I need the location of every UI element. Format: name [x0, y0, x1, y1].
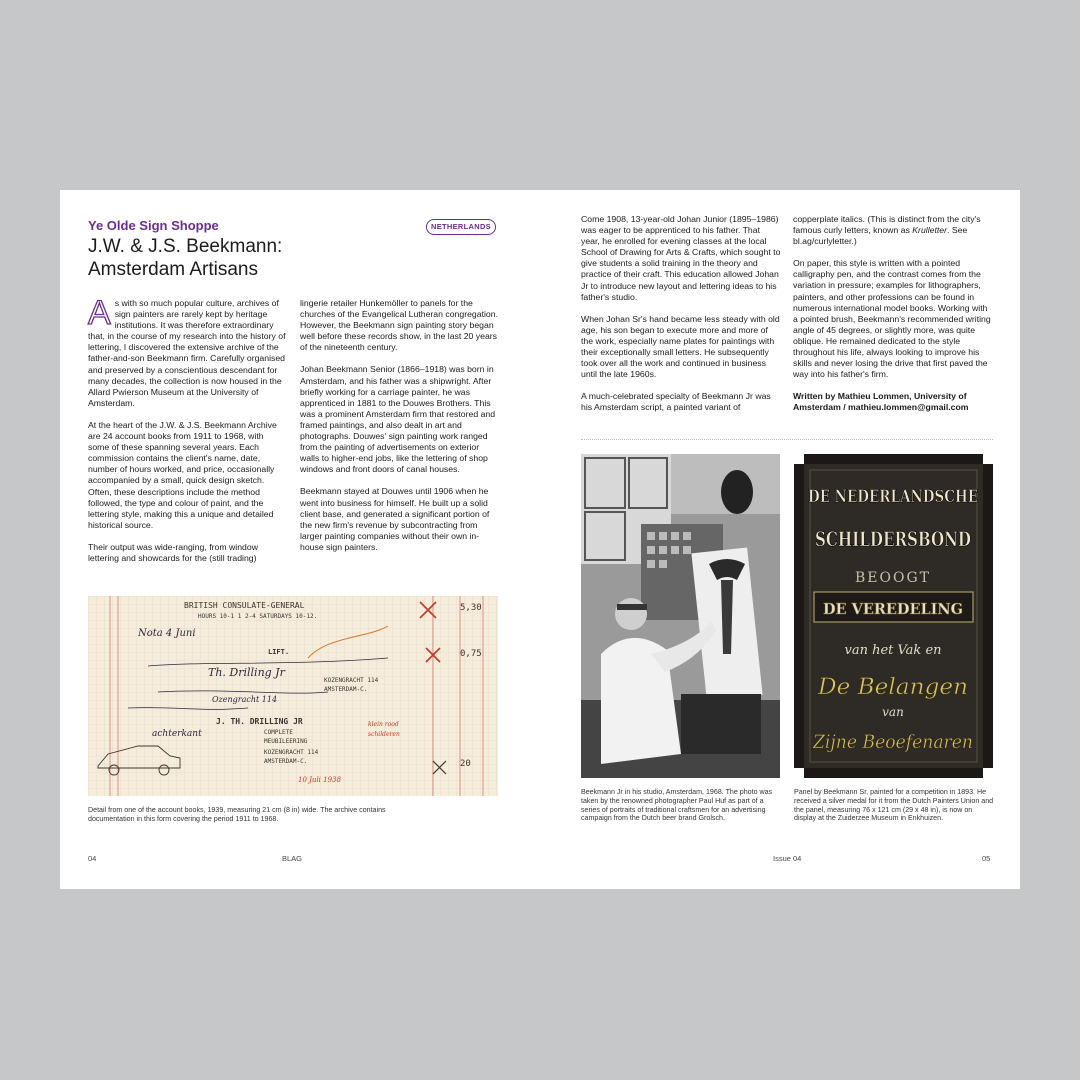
- column-1: [88, 294, 286, 575]
- svg-text:schilderen: schilderen: [368, 731, 400, 738]
- panel-line-6: De Belangen: [816, 675, 968, 700]
- ledger-meubilering: MEUBILEERING: [264, 738, 308, 745]
- ledger-script-2: Th. Drilling Jr: [208, 666, 285, 679]
- ledger-illustration: [88, 596, 498, 796]
- article-title: [88, 235, 282, 281]
- ledger-kozen: KOZENGRACHT 114: [324, 677, 379, 684]
- panel-line-2: SCHILDERSBOND: [815, 527, 971, 551]
- paragraph: Come 1908, 13-year-old Johan Junior (1895–1986) was eager to be apprenticed to his father. That year, he enrolled for evening classes at the local School of Drawing for Arts & Crafts, which sought to give students a solid training in the theory and practice of their craft. This education allowed Johan Jr to introduce new layout and lettering ideas to his father's studio.: [581, 214, 781, 302]
- panel-line-3: BEOOGT: [855, 570, 931, 586]
- drop-cap: A: [88, 294, 111, 332]
- ledger-hours: HOURS 10-1 1 2-4 SATURDAYS 10-12.: [198, 613, 318, 620]
- column-3: [581, 214, 781, 425]
- paragraph: At the heart of the J.W. & J.S. Beekmann Archive are 24 account books from 1911 to 1968, with some of these spanning several years. Each commission contains the client's name, date, number of hours worked, and price, occasionally accompanied by a small, quick design sketch. Often, these descriptions include the method followed, the type and colour of paint, and the lettering style, making this a unique and detailed historical source.: [88, 419, 277, 530]
- paragraph: On paper, this style is written with a pointed calligraphy pen, and the contrast comes from the variation in pressure; examples for lithographers, painters, and other professions can be found in numerous international model books. Working with a pointed brush, Beekmann's recommended writing angle of 45 degrees, or slightly more, was quite oblique. He remained dedicated to the style throughout his life, always looking to improve his skills and never losing the drive that first paved the way into his father's firm.: [793, 258, 991, 380]
- dotted-divider: [581, 439, 993, 440]
- column-2: [300, 298, 500, 564]
- magazine-spread: [60, 190, 1020, 889]
- section-kicker: Ye Olde Sign Shoppe: [88, 218, 219, 233]
- paragraph: [793, 214, 993, 247]
- lettered-panel-photo: [794, 454, 993, 778]
- ledger-script-4: Ozengracht 114: [212, 695, 278, 704]
- ledger-amsterdam-2: AMSTERDAM-C.: [264, 758, 308, 765]
- studio-photo-caption: Beekmann Jr in his studio, Amsterdam, 1968. The photo was taken by the renowned photographer Paul Huf as part of a series of portraits of traditional craftsmen for an advertising campaign from the Dutch beer brand Grolsch.: [581, 788, 773, 823]
- author-credit: Written by Mathieu Lommen, University of Amsterdam / mathieu.lommen@gmail.com: [793, 391, 969, 413]
- panel-photo-caption: Panel by Beekmann Sr, painted for a competition in 1893. He received a silver medal for it from the Dutch Painters Union and the panel, measuring 76 x 121 cm (29 x 48 in), is now on display at the Zuiderzee Museum in Enkhuizen.: [794, 788, 994, 823]
- ledger-image: [88, 596, 498, 796]
- panel-line-5: van het Vak en: [844, 643, 942, 658]
- page-number-right: 05: [982, 854, 991, 863]
- paragraph-text: . See bl.ag/curlyletter.): [793, 225, 968, 247]
- paragraph: s with so much popular culture, archives of sign painters are rarely kept by heritage institutions. It was therefore extraordinary that, in the course of my research into the history of lettering, I discovered the extensive archive of the father-and-son Beekmann firm. Carefully organised and preserved by a conscientious descendant for many decades, the collection is now housed in the Allard Pwierson Museum at the University of Amsterdam.: [88, 298, 286, 408]
- title-line-2: Amsterdam Artisans: [88, 259, 258, 280]
- column-4: [793, 214, 993, 425]
- paragraph: Beekmann stayed at Douwes until 1906 when he went into business for himself. He built up a solid client base, and generated a significant portion of the new firm's revenue by subcontracting from larger painting companies without their own in-house sign painters.: [300, 486, 490, 552]
- page-number-left: 04: [88, 854, 97, 863]
- ledger-price-3: 20: [460, 759, 471, 769]
- panel-line-4: DE VEREDELING: [823, 600, 963, 618]
- title-line-1: J.W. & J.S. Beekmann:: [88, 236, 283, 257]
- issue-label: Issue 04: [773, 854, 802, 863]
- ledger-heading: BRITISH CONSULATE-GENERAL: [184, 601, 305, 610]
- lettered-panel-illustration: [794, 454, 993, 778]
- svg-text:klein rood: klein rood: [368, 721, 399, 728]
- ledger-lift: LIFT.: [268, 648, 290, 656]
- ledger-kozen-2: KOZENGRACHT 114: [264, 749, 319, 756]
- ledger-amsterdam: AMSTERDAM-C.: [324, 686, 368, 693]
- ledger-caption: Detail from one of the account books, 1939, measuring 21 cm (8 in) wide. The archive contains documentation in this form covering the period 1911 to 1968.: [88, 806, 386, 823]
- paragraph: When Johan Sr's hand became less steady with old age, his son began to execute more and more of the work, especially name plates for paintings with their exceptionally small letters. He subsequently took over all the work and continued in business until the late 1960s.: [581, 313, 780, 380]
- studio-photo: [581, 454, 780, 778]
- studio-photo-illustration: [581, 454, 780, 778]
- paragraph: A much-celebrated specialty of Beekmann Jr was his Amsterdam script, a painted variant of: [581, 391, 771, 413]
- italic-term: Krulletter: [912, 225, 948, 236]
- ledger-price-2: 0,75: [460, 649, 482, 659]
- panel-line-7: van: [882, 705, 904, 719]
- ledger-drilling: J. TH. DRILLING JR: [216, 717, 303, 726]
- ledger-script-3: achterkant: [152, 729, 202, 739]
- paragraph: lingerie retailer Hunkemöller to panels for the churches of the Evangelical Lutheran congregation. However, the Beekmann sign painting story began well before these records show, in the last 20 years of the nineteenth century.: [300, 298, 499, 353]
- ledger-complete: COMPLETE: [264, 729, 293, 736]
- ledger-price-1: 5,30: [460, 603, 482, 613]
- magazine-name: BLAG: [282, 854, 303, 863]
- paragraph-text: copperplate italics. (This is distinct from the city's famous curly letters, known as: [793, 214, 981, 236]
- panel-line-8: Zijne Beoefenaren: [812, 731, 973, 753]
- paragraph: Their output was wide-ranging, from window lettering and showcards for the (still trading): [88, 541, 258, 563]
- country-badge: NETHERLANDS: [426, 219, 496, 235]
- panel-line-1: DE NEDERLANDSCHE: [808, 487, 979, 507]
- paragraph: Johan Beekmann Senior (1866–1918) was born in Amsterdam, and his father was a shipwright. After briefly working for a carriage painter, he was apprenticed in 1881 to the Douwes Brothers. This was a prominent Amsterdam firm that restored and framed paintings, and also dealt in art and photographs. Douwes' sign painting work ranged from the painting of advertisements on exterior walls to higher-end jobs, like the lettering of shop windows and front doors of canal houses.: [300, 364, 496, 475]
- svg-text:10 Juli 1938: 10 Juli 1938: [298, 776, 341, 784]
- ledger-script-1: Nota 4 Juni: [138, 628, 196, 639]
